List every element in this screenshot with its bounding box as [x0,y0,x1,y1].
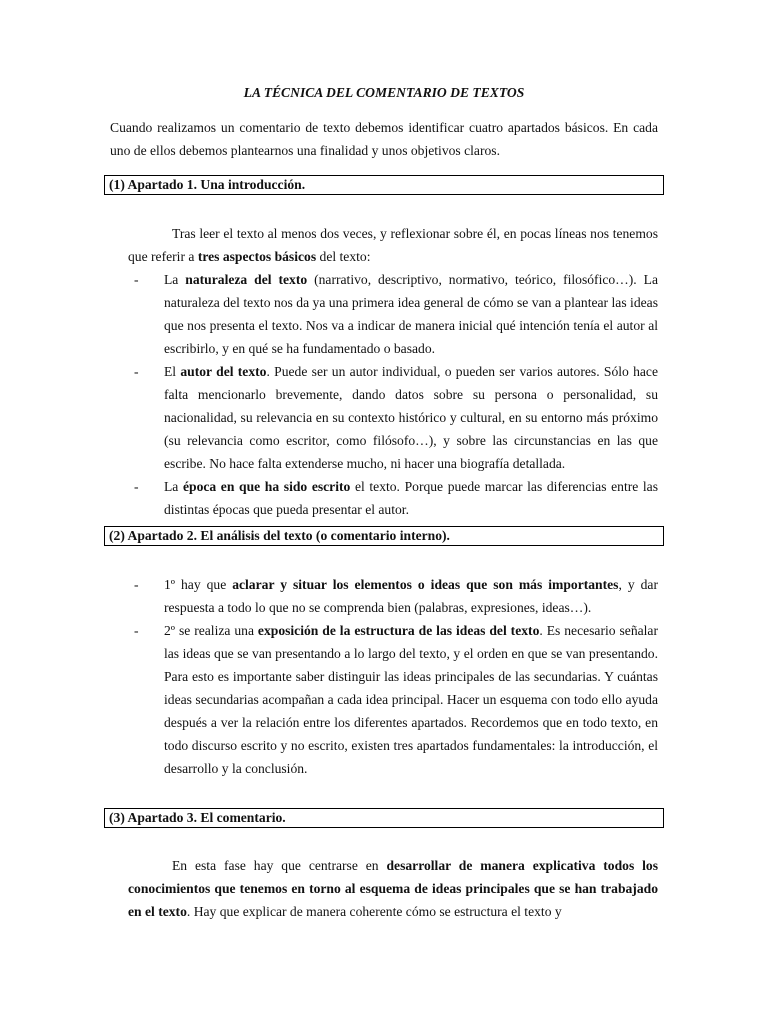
section-1-list [128,268,658,521]
dash-bullet: - [134,577,139,592]
item-text: 2º se realiza una [164,623,258,638]
section-heading-1: (1) Apartado 1. Una introducción. [104,175,664,195]
list-item [128,268,658,360]
dash-bullet: - [134,623,139,638]
item-text: . Puede ser un autor individual, o pueden ser varios autores. Sólo hace falta mencionarlo brevemente, dando datos sobre su persona o personalidad, su nacionalidad, su relevancia en su contexto histórico y cultural, en su entorno más próximo (su relevancia como escritor, como filósofo…), y sobre las circunstancias en las que escribe. No hace falta extenderse mucho, ni hacer una biografía detallada. [164,364,658,471]
document-title: LA TÉCNICA DEL COMENTARIO DE TEXTOS [243,85,525,100]
item-bold-text: época en que ha sido escrito [182,479,351,494]
section-heading-3: (3) Apartado 3. El comentario. [104,808,664,828]
item-text: el texto. Porque puede marcar las diferencias entre las distintas épocas que pueda presentar el autor. [164,479,659,517]
item-text: El [164,364,181,379]
item-text: La [164,479,183,494]
item-text: (narrativo, descriptivo, normativo, teórico, filosófico…). La naturaleza del texto nos da ya una primera idea general de cómo se van a plantear las ideas que nos presenta el texto. Nos va a indicar de manera inicial qué intención tenía el autor al escribirlo, y en qué se ha fundamentado o basado. [164,272,658,356]
paragraph-text: del texto: [316,249,371,264]
section-2-list [128,573,658,780]
item-bold-text: aclarar y situar los elementos o ideas que son más importantes [232,577,619,592]
list-item [128,619,658,780]
item-bold-text: exposición de la estructura de las ideas del texto [257,623,540,638]
list-item [128,360,658,475]
section-1-paragraph [128,222,658,268]
section-3-paragraph [128,854,658,923]
paragraph-bold-text: tres aspectos básicos [197,249,317,264]
list-item [128,475,658,521]
item-bold-text: autor del texto [180,364,267,379]
section-heading-2: (2) Apartado 2. El análisis del texto (o comentario interno). [104,526,664,546]
list-item [128,573,658,619]
paragraph-bold-text: desarrollar de manera explicativa todos los conocimientos que tenemos en torno al esquema de ideas principales que se han trabajado en el texto [128,858,659,919]
dash-bullet: - [134,272,139,287]
item-text: , y dar respuesta a todo lo que no se comprenda bien (palabras, expresiones, ideas…). [164,577,658,615]
paragraph-text: . Hay que explicar de manera coherente cómo se estructura el texto y [186,904,562,919]
item-text: 1º hay que [164,577,233,592]
dash-bullet: - [134,364,139,379]
intro-paragraph: Cuando realizamos un comentario de texto debemos identificar cuatro apartados básicos. En cada uno de ellos debemos plantearnos una finalidad y unos objetivos claros. [110,120,658,158]
paragraph-text: Tras leer el texto al menos dos veces, y reflexionar sobre él, en pocas líneas nos tenemos que referir a [128,226,658,264]
dash-bullet: - [134,479,139,494]
item-text: . Es necesario señalar las ideas que se van presentando a lo largo del texto, y el orden en que se van presentando. Para esto es importante saber distinguir las ideas principales de las secundarias. Y cuántas ideas secundarias acompañan a cada idea principal. Hacer un esquema con todo ello ayuda después a ver la relación entre los diferentes apartados. Recordemos que en todo texto, en todo discurso escrito y no escrito, existen tres apartados fundamentales: la introducción, el desarrollo y la conclusión. [164,623,658,776]
paragraph-text: En esta fase hay que centrarse en [172,858,387,873]
item-text: La [164,272,186,287]
item-bold-text: naturaleza del texto [185,272,308,287]
